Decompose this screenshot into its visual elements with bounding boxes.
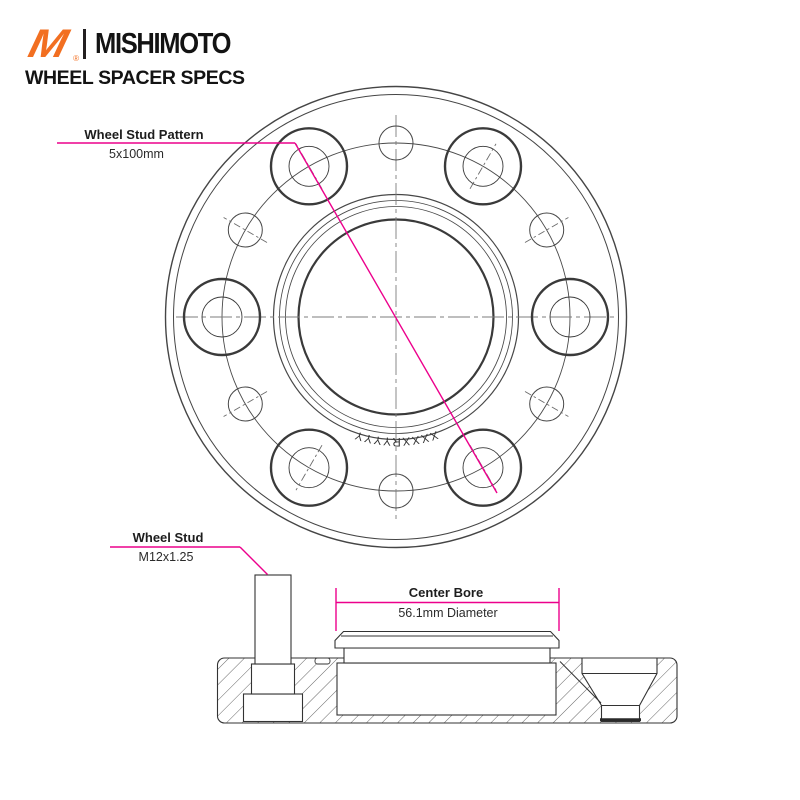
- center-bore-value: 56.1mm Diameter: [398, 606, 498, 620]
- registered-trademark-symbol: ®: [73, 54, 79, 63]
- wheel-stud-label: Wheel Stud: [132, 530, 204, 545]
- wheel-stud-profile: [244, 575, 303, 722]
- center-boss: [335, 632, 559, 716]
- logo-separator: [83, 29, 86, 59]
- center-bore-label: Center Bore: [408, 585, 484, 600]
- stud-head: [244, 694, 303, 722]
- wheel-stud-value: M12x1.25: [138, 550, 194, 564]
- part-marking-text: XXXXRYYYY: [352, 428, 440, 447]
- logo-row: [25, 24, 249, 64]
- plate-top-notch: [315, 658, 330, 664]
- brand-name: MISHIMOTO: [95, 27, 231, 60]
- stud-pattern-value: 5x100mm: [109, 147, 164, 161]
- wheel-stud-leader: [240, 547, 268, 575]
- mishimoto-m-logo-icon: [24, 22, 79, 66]
- page-title: WHEEL SPACER SPECS: [25, 67, 245, 89]
- stud-collar: [252, 664, 295, 694]
- stud-shaft: [255, 575, 291, 664]
- stud-pattern-label: Wheel Stud Pattern: [84, 127, 204, 142]
- header: [25, 24, 249, 90]
- logo-letter: M: [24, 22, 73, 66]
